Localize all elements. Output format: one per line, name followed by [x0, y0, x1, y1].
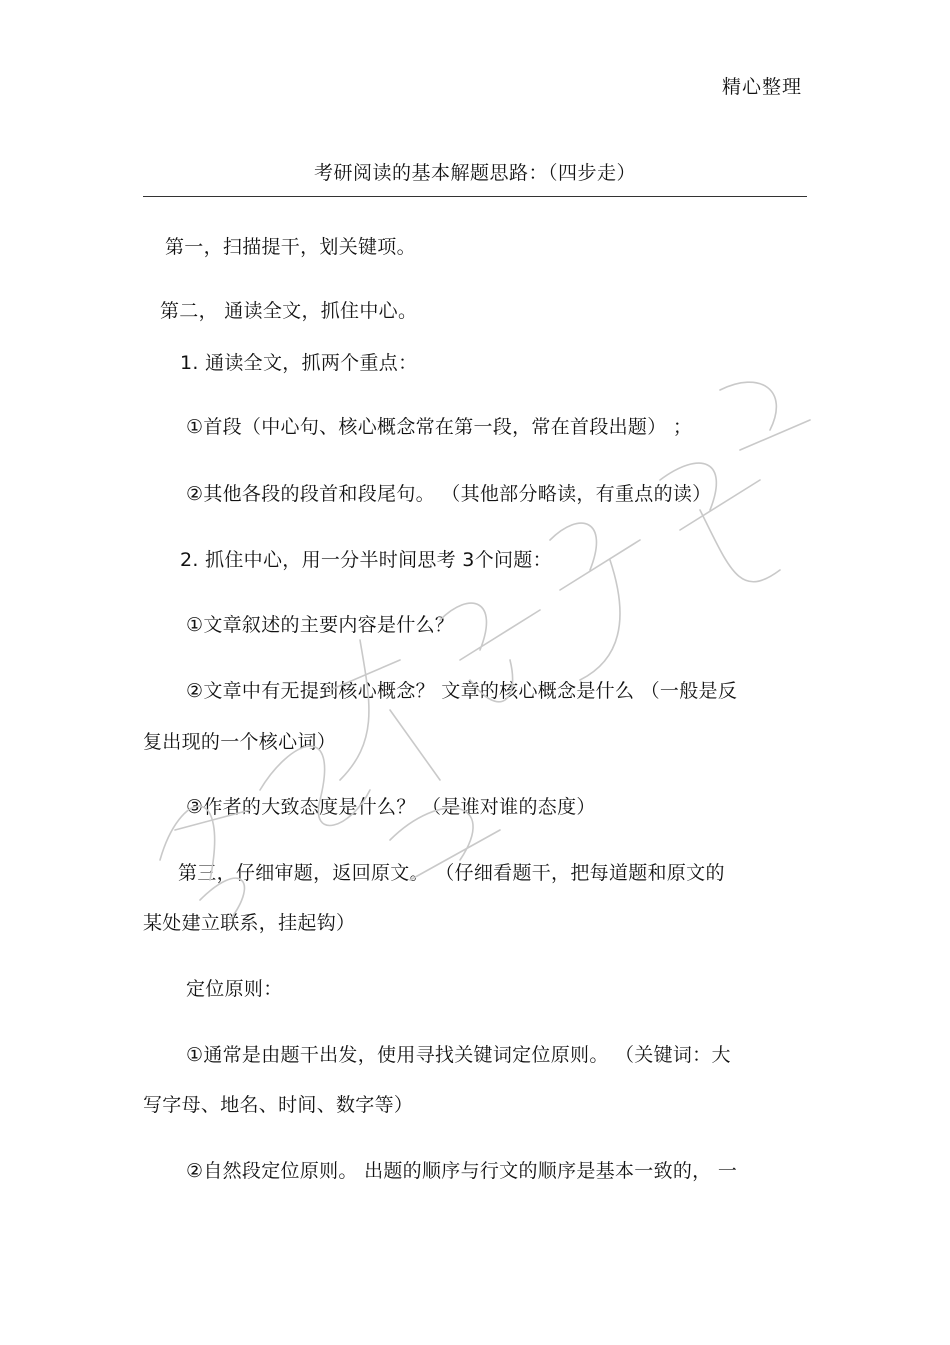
header-note: 精心整理: [721, 76, 802, 98]
subheading: 定位原则：: [186, 978, 283, 1000]
list-item: ②其他各段的段首和段尾句。 （其他部分略读，有重点的读）: [186, 483, 712, 505]
section-3-heading: 第三，仔细审题，返回原文。 （仔细看题干，把每道题和原文的: [178, 862, 725, 884]
list-item: 2. 抓住中心，用一分半时间思考 3个问题：: [180, 549, 552, 571]
section-1-heading: 第一，扫描提干，划关键项。: [165, 236, 416, 258]
list-item: ②自然段定位原则。 出题的顺序与行文的顺序是基本一致的， 一: [186, 1160, 738, 1182]
list-item: ②文章中有无提到核心概念？ 文章的核心概念是什么 （一般是反: [186, 680, 738, 702]
section-2-heading: 第二， 通读全文，抓住中心。: [160, 300, 418, 322]
handwritten-watermark-icon: [140, 360, 820, 920]
list-item: ③作者的大致态度是什么？ （是谁对谁的态度）: [186, 796, 596, 818]
list-item: 1. 通读全文，抓两个重点：: [180, 352, 418, 374]
list-item: ①文章叙述的主要内容是什么？: [186, 614, 455, 636]
list-item-continuation: 复出现的一个核心词）: [143, 731, 337, 753]
page-title: 考研阅读的基本解题思路：（四步走）: [313, 162, 636, 184]
list-item-continuation: 写字母、地名、时间、数字等）: [143, 1094, 414, 1116]
section-3-continuation: 某处建立联系，挂起钩）: [143, 912, 356, 934]
list-item: ①首段（中心句、核心概念常在第一段，常在首段出题） ；: [186, 416, 693, 438]
title-divider: [143, 196, 807, 197]
list-item: ①通常是由题干出发，使用寻找关键词定位原则。 （关键词：大: [186, 1044, 731, 1066]
